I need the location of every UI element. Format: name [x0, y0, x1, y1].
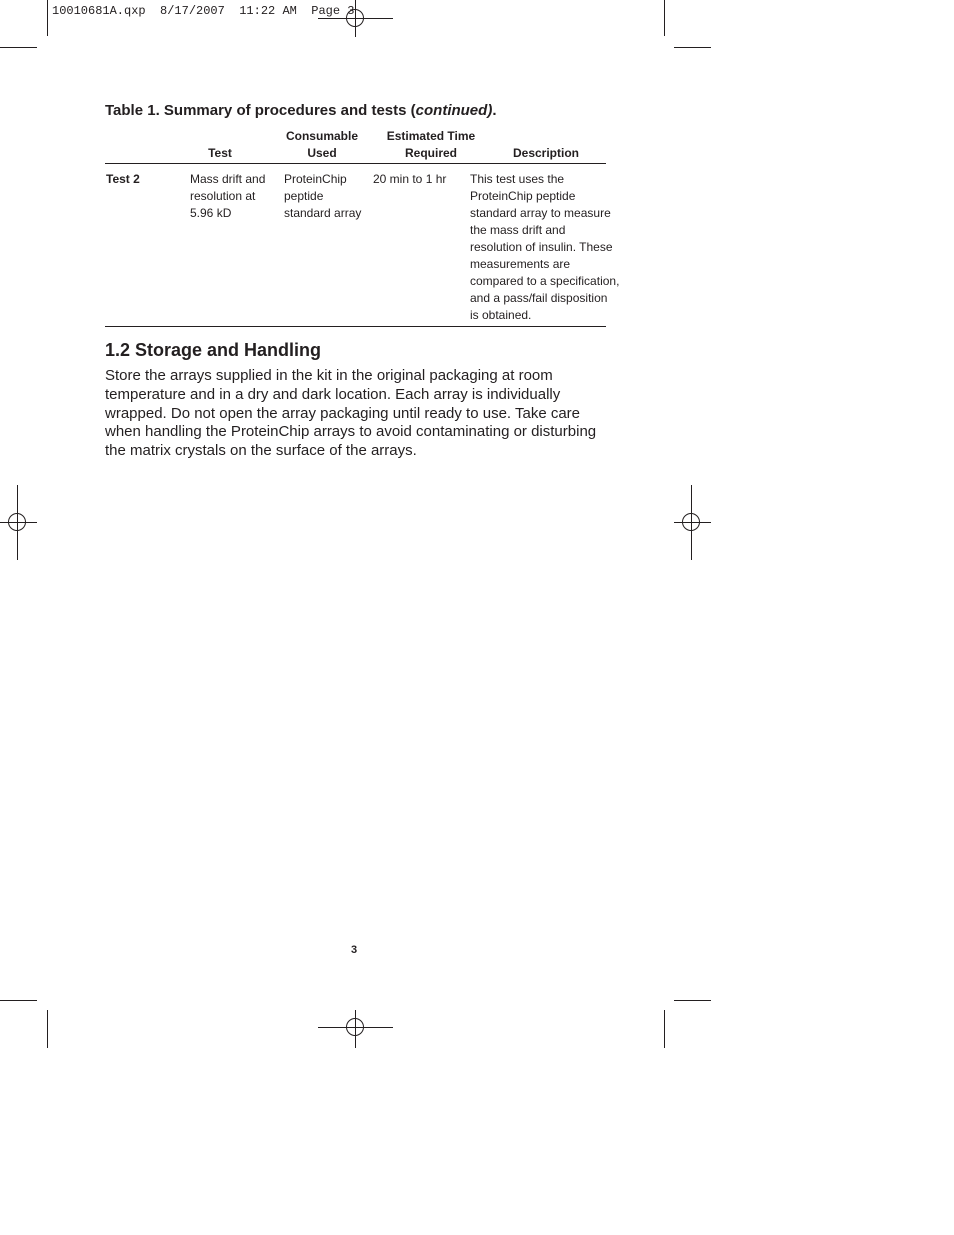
header-time-line1: Estimated Time: [386, 129, 476, 143]
row-time: [373, 171, 446, 188]
row-description-line: and a pass/fail disposition: [470, 291, 608, 305]
row-description-line: measurements are: [470, 257, 571, 271]
row-description-line: is obtained.: [470, 308, 532, 322]
section-body-line: Store the arrays supplied in the kit in the original packaging at room: [105, 367, 553, 384]
row-description-line: the mass drift and: [470, 223, 566, 237]
section-body-line: temperature and in a dry and dark location. Each array is individually: [105, 385, 561, 403]
header-consumable-line1: Consumable: [285, 129, 358, 143]
header-time: [386, 128, 476, 162]
row-description: [470, 171, 619, 324]
section-body-line: the matrix crystals on the surface of the arrays.: [105, 442, 417, 460]
row-test-line: resolution at: [190, 189, 256, 203]
crop-mark-bottom-left-h: [0, 1000, 37, 1001]
printer-slug: 10010681A.qxp 8/17/2007 11:22 AM Page 3: [52, 4, 355, 18]
header-description: [506, 145, 586, 162]
section-title: 1.2 Storage and Handling: [105, 340, 322, 360]
header-test: [190, 145, 250, 162]
registration-right-circle: [682, 513, 700, 531]
header-consumable-line2: Used: [307, 146, 337, 160]
row-description-line: ProteinChip peptide: [470, 189, 576, 203]
crop-mark-bottom-left-v: [47, 1010, 48, 1048]
section-body: [105, 367, 615, 461]
row-test-line: 5.96 kD: [190, 206, 232, 220]
section-body-line: when handling the ProteinChip arrays to avoid contaminating or disturbing: [105, 423, 597, 441]
row-test-line: Mass drift and: [190, 172, 266, 186]
row-description-line: compared to a specification,: [470, 274, 620, 288]
table-caption: [105, 102, 496, 119]
table-caption-continued: continued): [415, 102, 493, 119]
row-test: [190, 171, 265, 222]
section-body-line: wrapped. Do not open the array packaging until ready to use. Take care: [105, 404, 581, 422]
header-test-label: Test: [208, 146, 232, 160]
table-header-rule: [105, 163, 606, 164]
row-consumable: [284, 171, 361, 222]
header-consumable: [282, 128, 362, 162]
crop-mark-top-left-h: [0, 47, 37, 48]
table-caption-suffix: .: [492, 102, 497, 119]
row-description-line: This test uses the: [470, 172, 565, 186]
header-time-line2: Required: [404, 146, 457, 160]
row-label: [106, 171, 140, 188]
table-bottom-rule: [105, 326, 606, 327]
registration-left-circle: [8, 513, 26, 531]
crop-mark-top-right-v: [664, 0, 665, 36]
page-number: 3: [351, 944, 358, 956]
crop-mark-bottom-right-v: [664, 1010, 665, 1048]
row-description-line: resolution of insulin. These: [470, 240, 613, 254]
row-time-text: 20 min to 1 hr: [373, 172, 447, 186]
registration-bottom-circle: [346, 1018, 364, 1036]
row-label-text: Test 2: [106, 172, 140, 186]
registration-top-circle: [346, 9, 364, 27]
crop-mark-bottom-right-h: [674, 1000, 711, 1001]
row-consumable-line: peptide: [284, 189, 324, 203]
crop-mark-top-left-v: [47, 0, 48, 36]
row-description-line: standard array to measure: [470, 206, 611, 220]
header-description-label: Description: [512, 146, 579, 160]
table-caption-prefix: Table 1. Summary of procedures and tests (: [105, 102, 416, 119]
row-consumable-line: ProteinChip: [284, 172, 347, 186]
crop-mark-top-right-h: [674, 47, 711, 48]
row-consumable-line: standard array: [284, 206, 362, 220]
